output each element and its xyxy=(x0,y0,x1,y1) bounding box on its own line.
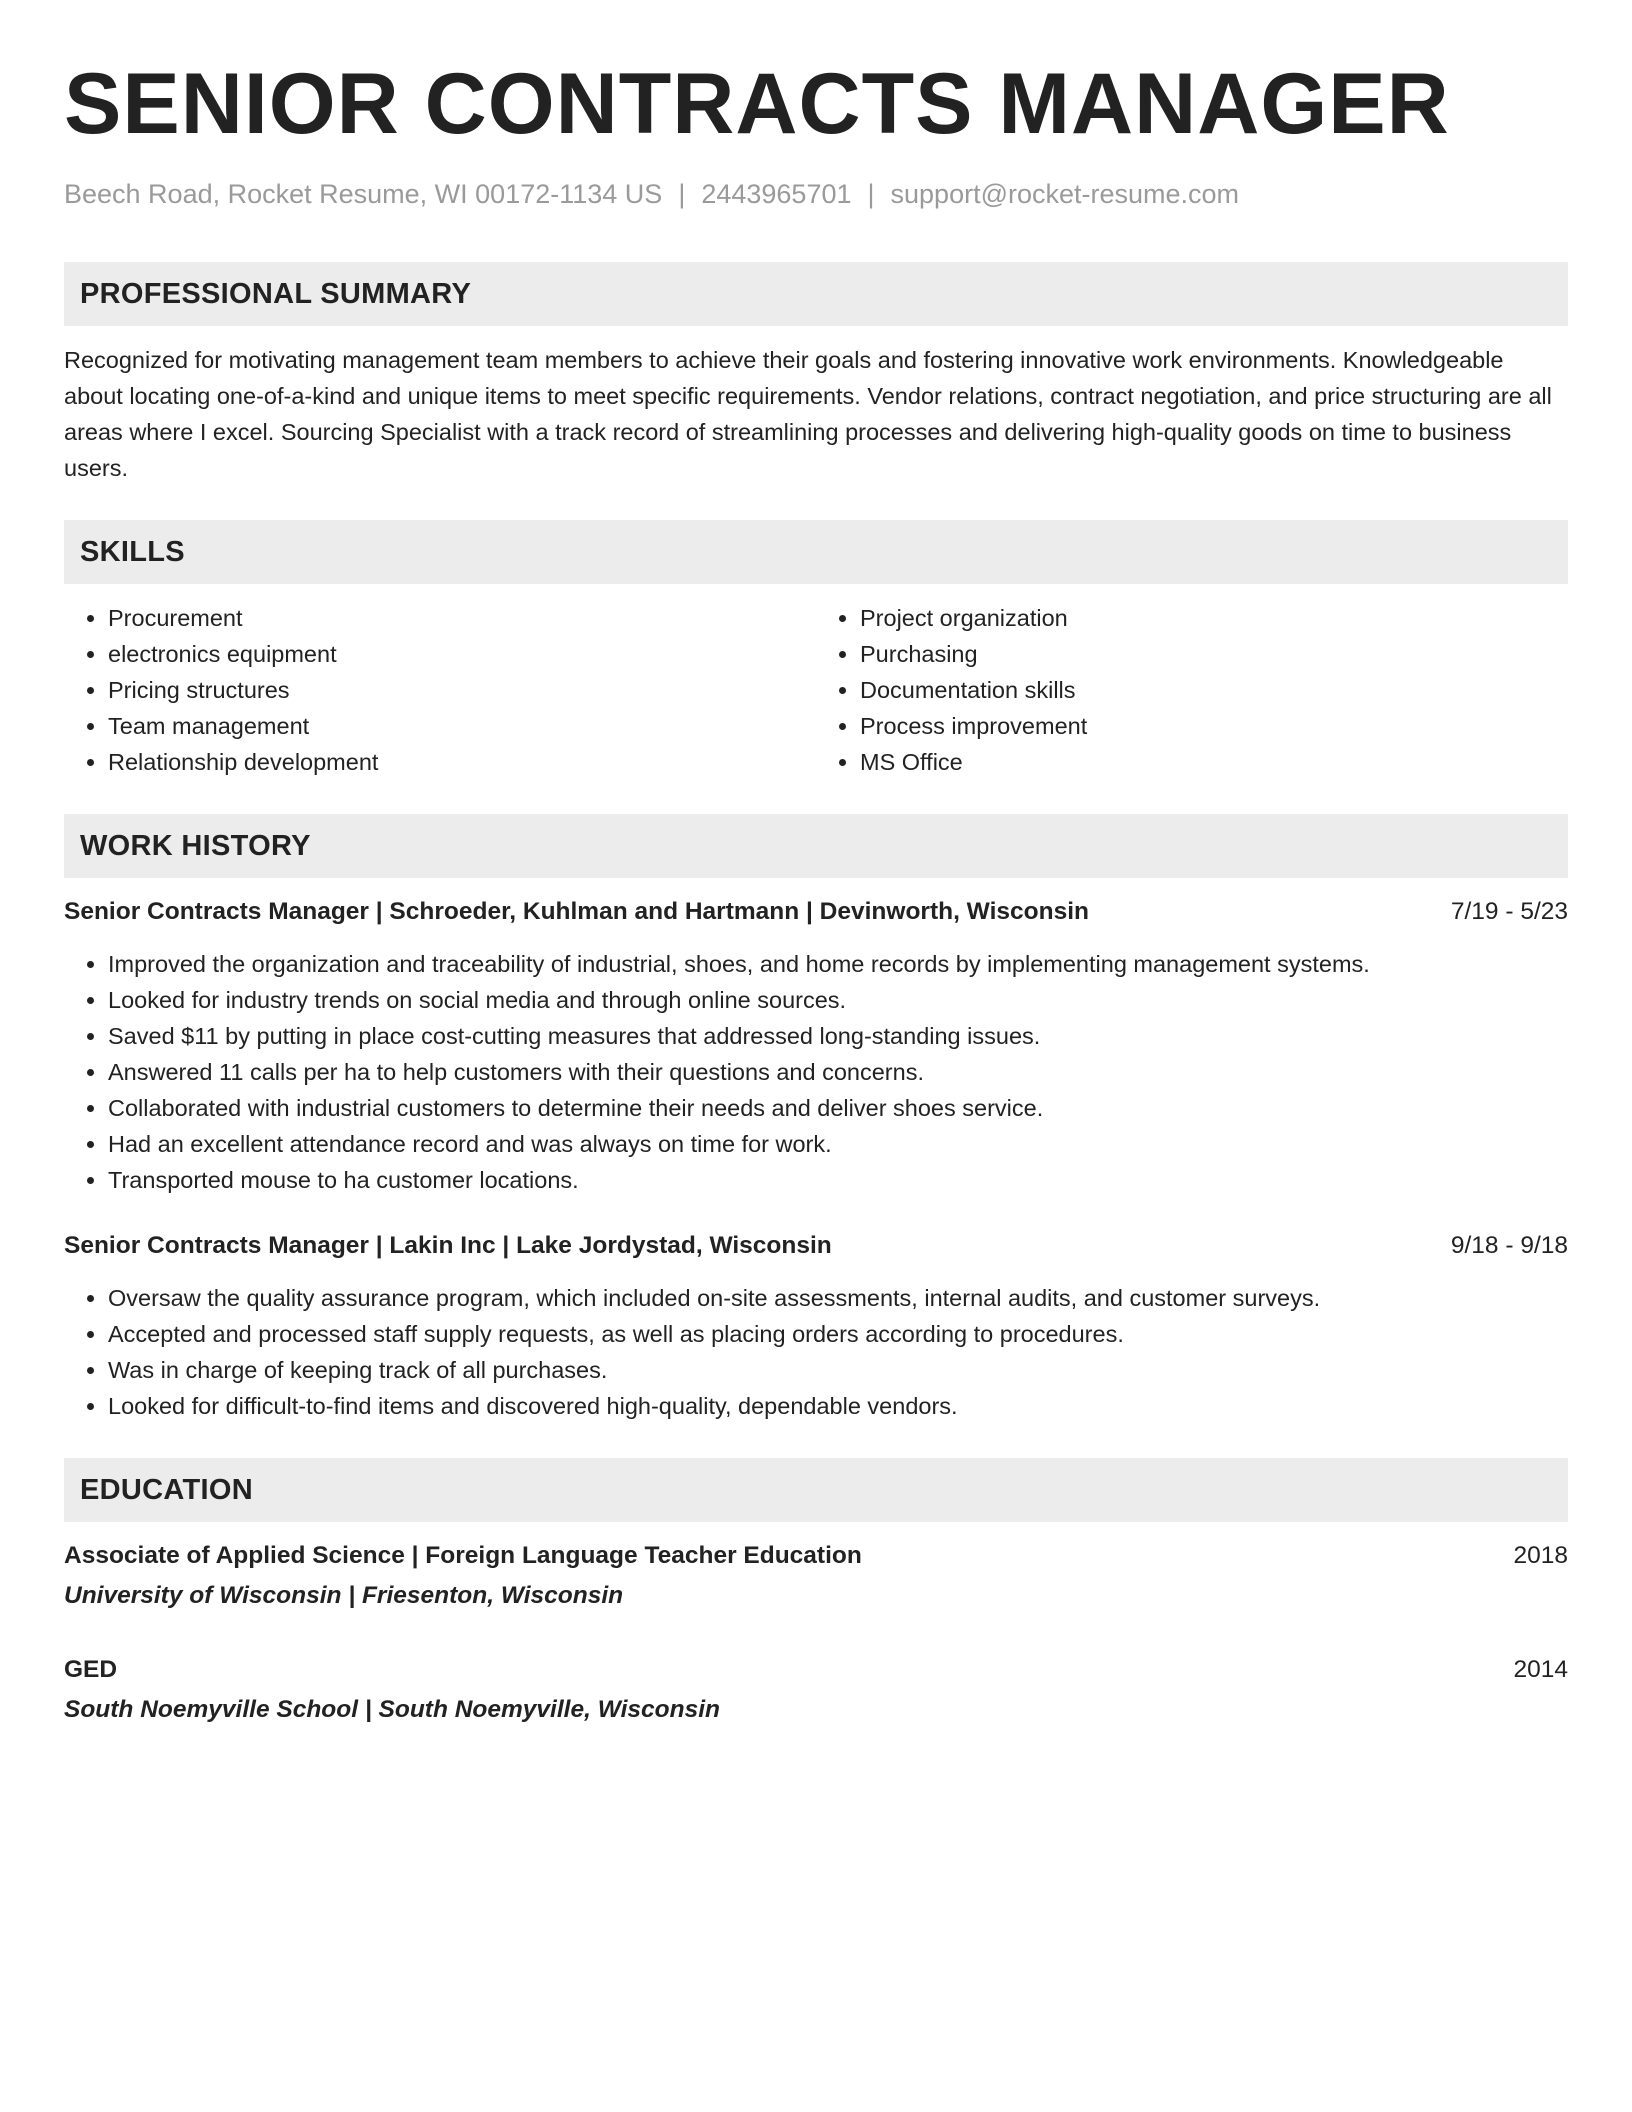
job-dates: 7/19 - 5/23 xyxy=(1450,898,1568,925)
skill-item: • Documentation skills xyxy=(860,672,1568,708)
education-header xyxy=(64,1538,1568,1574)
job-bullet: • Looked for industry trends on social media and through online sources. xyxy=(108,982,1568,1018)
section-heading-skills: SKILLS xyxy=(64,520,1568,584)
job-header xyxy=(64,1228,1568,1264)
job-bullet: • Improved the organization and traceability of industrial, shoes, and home records by implementing management systems. xyxy=(108,946,1568,982)
job-dates: 9/18 - 9/18 xyxy=(1450,1232,1568,1259)
skill-item: • MS Office xyxy=(860,744,1568,780)
job-bullet: • Answered 11 calls per ha to help customers with their questions and concerns. xyxy=(108,1054,1568,1090)
job-bullet: • Looked for difficult-to-find items and discovered high-quality, dependable vendors. xyxy=(108,1388,1568,1424)
contact-phone: 2443965701 xyxy=(701,179,852,209)
skill-item: • Pricing structures xyxy=(108,672,816,708)
skills-list xyxy=(64,600,1568,780)
contact-line xyxy=(64,176,1568,212)
skills-column-left xyxy=(64,600,816,780)
education-entry xyxy=(64,1538,1568,1614)
job-bullet: • Collaborated with industrial customers to determine their needs and deliver shoes service. xyxy=(108,1090,1568,1126)
education-degree: GED xyxy=(64,1656,118,1683)
job-entry xyxy=(64,894,1568,1198)
education-year: 2014 xyxy=(1513,1656,1568,1683)
job-bullet: • Oversaw the quality assurance program, which included on-site assessments, internal audits, and customer surveys. xyxy=(108,1280,1568,1316)
skills-column-right xyxy=(816,600,1568,780)
job-bullet: • Transported mouse to ha customer locations. xyxy=(108,1162,1568,1198)
section-heading-summary: PROFESSIONAL SUMMARY xyxy=(64,262,1568,326)
contact-separator: | xyxy=(678,179,686,209)
summary-text: Recognized for motivating management team members to achieve their goals and fostering innovative work environments. Knowledgeable about locating one-of-a-kind and unique items to meet specific requirements. Vendor relations, contract negotiation, and price structuring are all areas where I excel. Sourcing Specialist with a track record of streamlining processes and delivering high-quality goods on time to business users. xyxy=(64,347,1552,481)
skill-item: • Purchasing xyxy=(860,636,1568,672)
skill-item: • Team management xyxy=(108,708,816,744)
contact-separator: | xyxy=(867,179,875,209)
skill-item: • Project organization xyxy=(860,600,1568,636)
education-year: 2018 xyxy=(1513,1542,1568,1569)
education-header xyxy=(64,1652,1568,1688)
job-bullets xyxy=(64,946,1568,1198)
candidate-name: SENIOR CONTRACTS MANAGER xyxy=(64,56,1450,152)
job-bullets xyxy=(64,1280,1568,1424)
education-school: University of Wisconsin | Friesenton, Wisconsin xyxy=(64,1582,624,1609)
education-degree: Associate of Applied Science | Foreign Language Teacher Education xyxy=(64,1542,862,1569)
education-school: South Noemyville School | South Noemyville, Wisconsin xyxy=(64,1696,720,1723)
skill-item: • Process improvement xyxy=(860,708,1568,744)
job-bullet: • Accepted and processed staff supply requests, as well as placing orders according to procedures. xyxy=(108,1316,1568,1352)
job-title: Senior Contracts Manager | Schroeder, Kuhlman and Hartmann | Devinworth, Wisconsin xyxy=(64,898,1089,925)
education-entry xyxy=(64,1652,1568,1728)
job-bullet: • Was in charge of keeping track of all purchases. xyxy=(108,1352,1568,1388)
section-heading-education: EDUCATION xyxy=(64,1458,1568,1522)
job-title: Senior Contracts Manager | Lakin Inc | Lake Jordystad, Wisconsin xyxy=(64,1232,832,1259)
skill-item: • electronics equipment xyxy=(108,636,816,672)
skill-item: • Relationship development xyxy=(108,744,816,780)
job-entry xyxy=(64,1228,1568,1424)
skill-item: • Procurement xyxy=(108,600,816,636)
job-bullet: • Saved $11 by putting in place cost-cutting measures that addressed long-standing issues. xyxy=(108,1018,1568,1054)
contact-email[interactable]: support@rocket-resume.com xyxy=(890,179,1240,209)
section-heading-work-history: WORK HISTORY xyxy=(64,814,1568,878)
job-bullet: • Had an excellent attendance record and was always on time for work. xyxy=(108,1126,1568,1162)
job-header xyxy=(64,894,1568,930)
contact-address: Beech Road, Rocket Resume, WI 00172-1134 US xyxy=(64,179,663,209)
